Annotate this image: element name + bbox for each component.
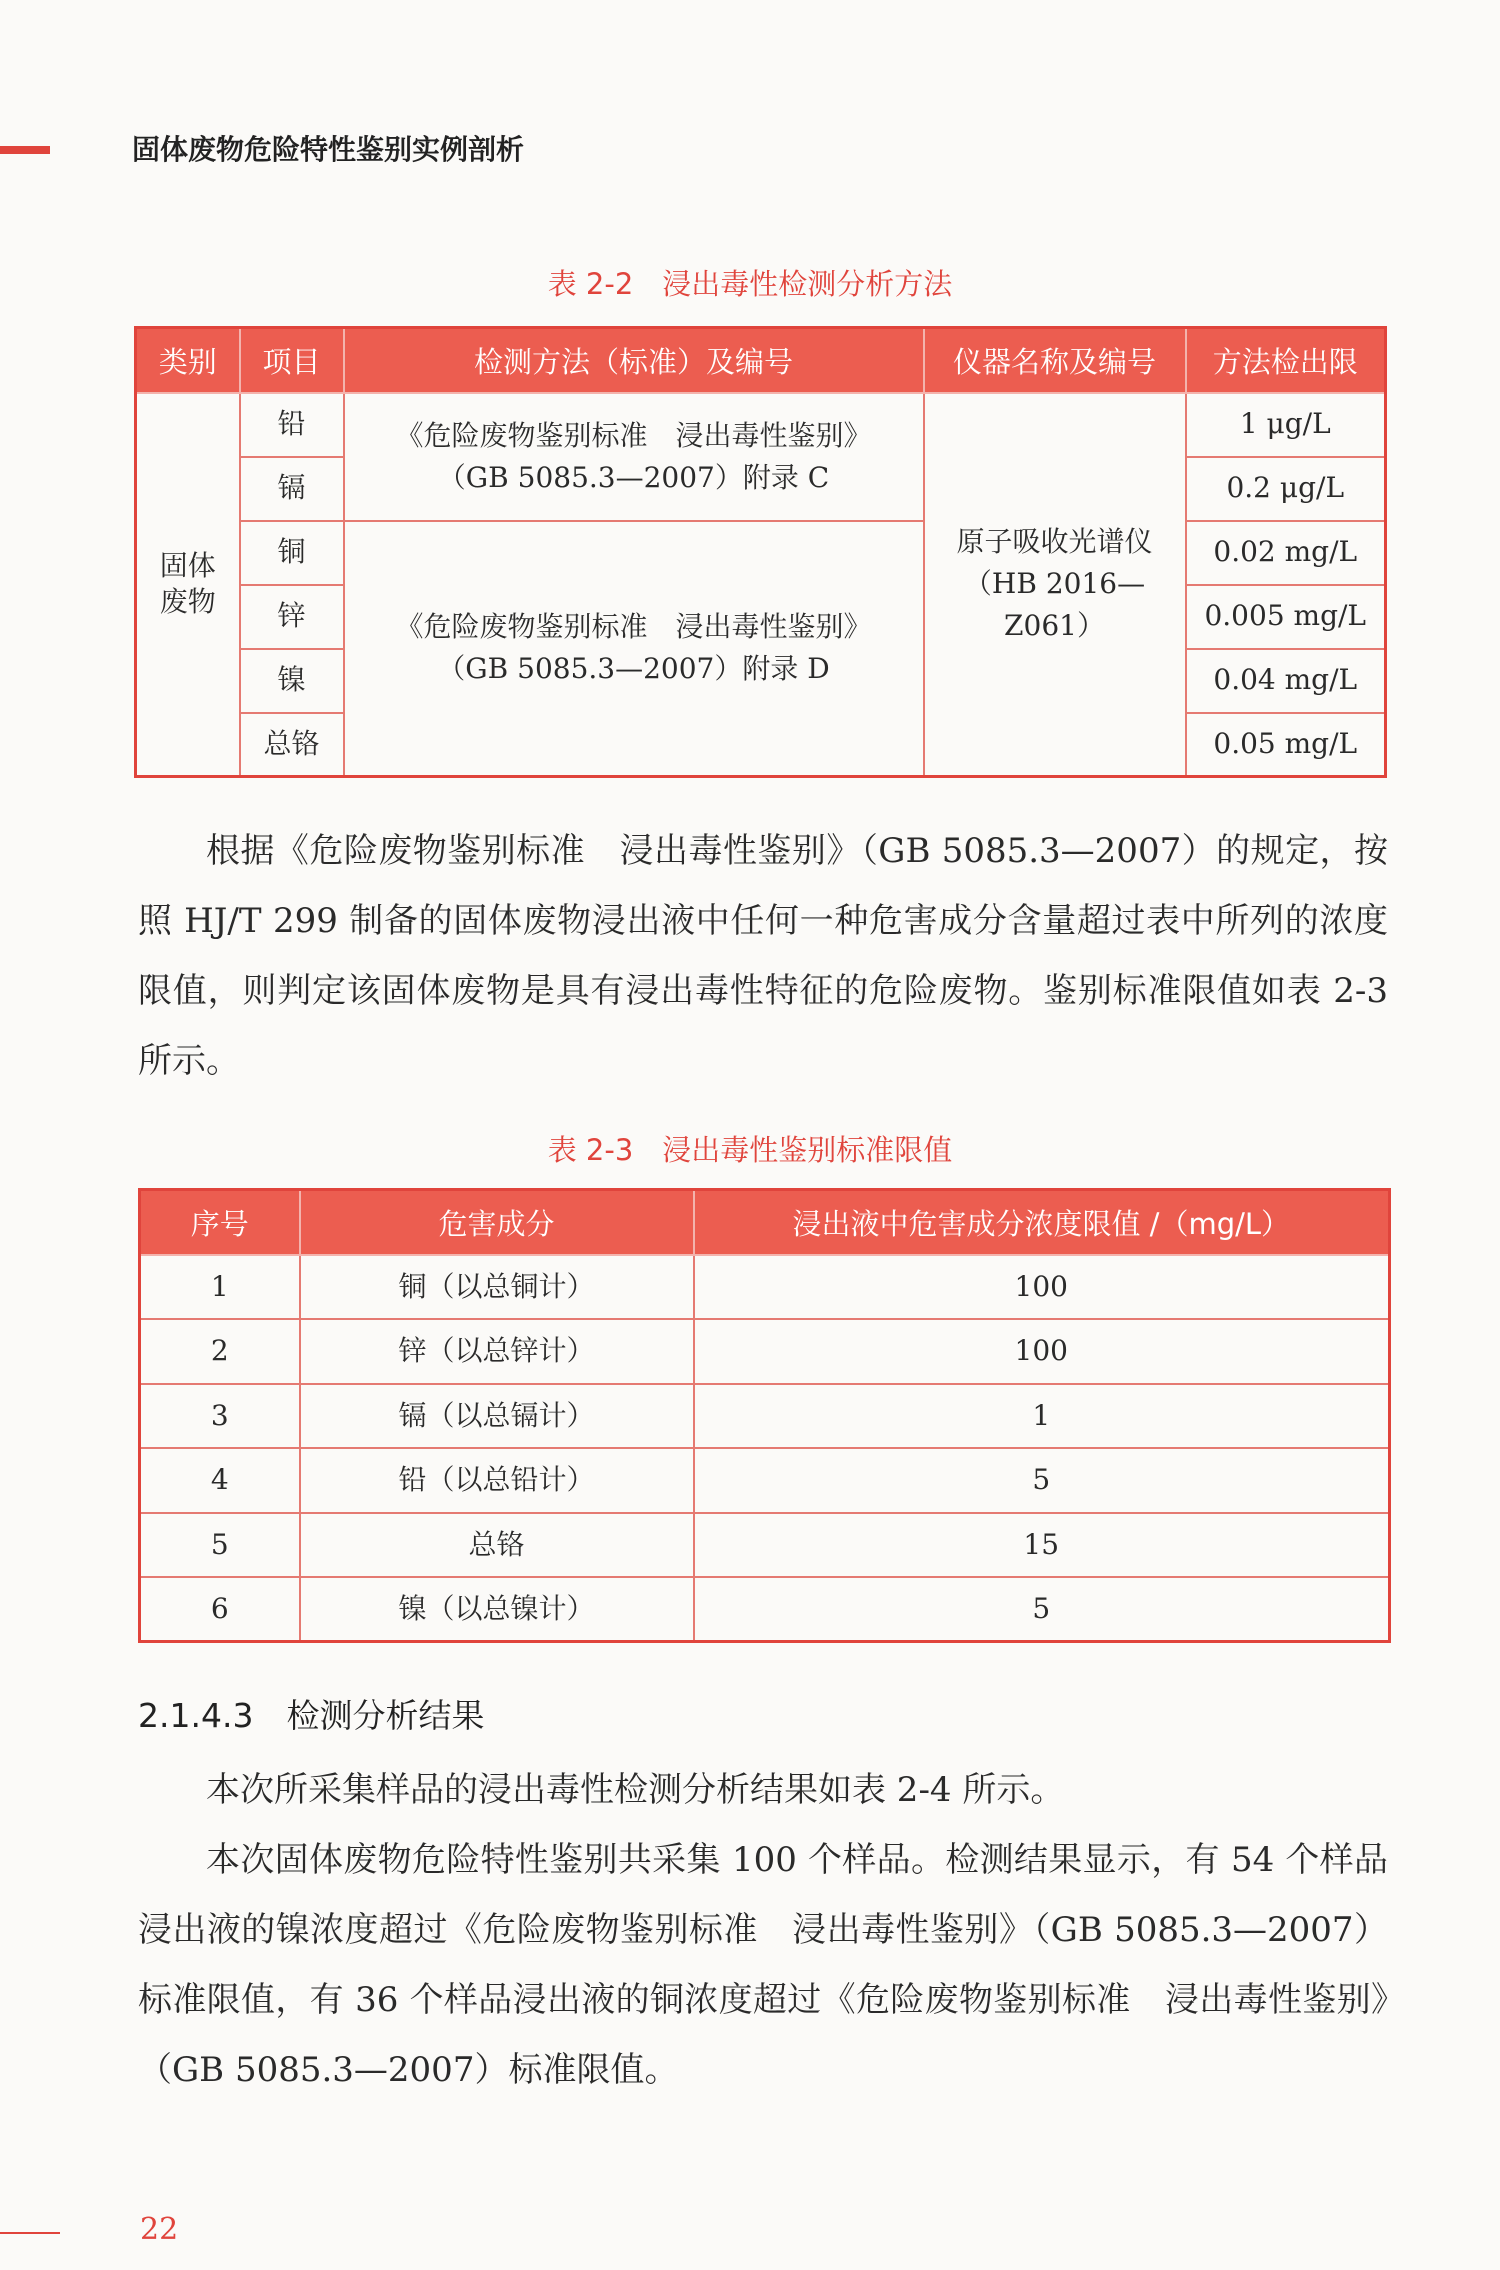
table-row: [140, 1384, 1390, 1449]
table-row: [140, 1577, 1390, 1642]
method-appendix-c: 《危险废物鉴别标准 浸出毒性鉴别》 （GB 5085.3—2007）附录 C: [344, 393, 924, 521]
table-row: [140, 1255, 1390, 1320]
table-row: [136, 393, 1386, 457]
method-appendix-d: 《危险废物鉴别标准 浸出毒性鉴别》 （GB 5085.3—2007）附录 D: [344, 521, 924, 777]
limit-cell: 0.04 mg/L: [1186, 649, 1386, 713]
limit-cell: 0.2 μg/L: [1186, 457, 1386, 521]
limit-cell: 5: [694, 1577, 1390, 1642]
number-cell: 2: [140, 1319, 300, 1384]
item-cell: 镍: [240, 649, 344, 713]
table-2-2: [134, 326, 1387, 778]
paragraph-text: 本次所采集样品的浸出毒性检测分析结果如表 2-4 所示。: [206, 1770, 1065, 1810]
limit-cell: 0.005 mg/L: [1186, 585, 1386, 649]
component-cell: 镉（以总镉计）: [300, 1384, 694, 1449]
table-row: [140, 1448, 1390, 1513]
item-cell: 总铬: [240, 713, 344, 777]
header-accent-bar: [0, 146, 50, 154]
table-2-3-header-row: [140, 1190, 1390, 1255]
header-method: 检测方法（标准）及编号: [344, 328, 924, 393]
footer-accent-line: [0, 2232, 60, 2234]
number-cell: 6: [140, 1577, 300, 1642]
component-cell: 总铬: [300, 1513, 694, 1578]
running-title: 固体废物危险特性鉴别实例剖析: [132, 133, 525, 166]
table-row: [140, 1513, 1390, 1578]
limit-cell: 1 μg/L: [1186, 393, 1386, 457]
limit-cell: 100: [694, 1319, 1390, 1384]
header-component: 危害成分: [300, 1190, 694, 1255]
body-paragraph-1: [138, 816, 1388, 1096]
item-cell: 铅: [240, 393, 344, 457]
component-cell: 锌（以总锌计）: [300, 1319, 694, 1384]
item-cell: 镉: [240, 457, 344, 521]
limit-cell: 0.02 mg/L: [1186, 521, 1386, 585]
header-limit: 浸出液中危害成分浓度限值 /（mg/L）: [694, 1190, 1390, 1255]
number-cell: 4: [140, 1448, 300, 1513]
table-row: [136, 521, 1386, 585]
limit-cell: 100: [694, 1255, 1390, 1320]
item-cell: 铜: [240, 521, 344, 585]
table-2-3: [138, 1188, 1391, 1643]
header-number: 序号: [140, 1190, 300, 1255]
table-2-3-caption: 表 2-3 浸出毒性鉴别标准限值: [547, 1133, 953, 1167]
limit-cell: 5: [694, 1448, 1390, 1513]
limit-cell: 15: [694, 1513, 1390, 1578]
instrument-cell: 原子吸收光谱仪 （HB 2016—Z061）: [924, 393, 1186, 777]
number-cell: 1: [140, 1255, 300, 1320]
table-row: [140, 1319, 1390, 1384]
section-heading: 2.1.4.3 检测分析结果: [138, 1696, 485, 1735]
number-cell: 3: [140, 1384, 300, 1449]
header-detection-limit: 方法检出限: [1186, 328, 1386, 393]
limit-cell: 0.05 mg/L: [1186, 713, 1386, 777]
header-category: 类别: [136, 328, 240, 393]
body-paragraph-2: [138, 1755, 1388, 2175]
component-cell: 铜（以总铜计）: [300, 1255, 694, 1320]
paragraph-text: 根据《危险废物鉴别标准 浸出毒性鉴别》（GB 5085.3—2007）的规定，按照 HJ/T 299 制备的固体废物浸出液中任何一种危害成分含量超过表中所列的浓度限值，则判定该固体废物是具有浸出毒性特征的危险废物。鉴别标准限值如表 2-3 所示。: [138, 831, 1388, 1081]
header-instrument: 仪器名称及编号: [924, 328, 1186, 393]
paragraph-text: 本次固体废物危险特性鉴别共采集 100 个样品。检测结果显示，有 54 个样品浸出液的镍浓度超过《危险废物鉴别标准 浸出毒性鉴别》（GB 5085.3—2007）标准限值，有 36 个样品浸出液的铜浓度超过《危险废物鉴别标准 浸出毒性鉴别》（GB 5085.3—2007）标准限值。: [138, 1840, 1388, 2090]
component-cell: 镍（以总镍计）: [300, 1577, 694, 1642]
page-number: 22: [140, 2212, 179, 2247]
limit-cell: 1: [694, 1384, 1390, 1449]
category-cell: 固体 废物: [136, 393, 240, 777]
header-item: 项目: [240, 328, 344, 393]
component-cell: 铅（以总铅计）: [300, 1448, 694, 1513]
table-2-2-caption: 表 2-2 浸出毒性检测分析方法: [547, 267, 953, 301]
number-cell: 5: [140, 1513, 300, 1578]
item-cell: 锌: [240, 585, 344, 649]
table-2-2-header-row: [136, 328, 1386, 393]
